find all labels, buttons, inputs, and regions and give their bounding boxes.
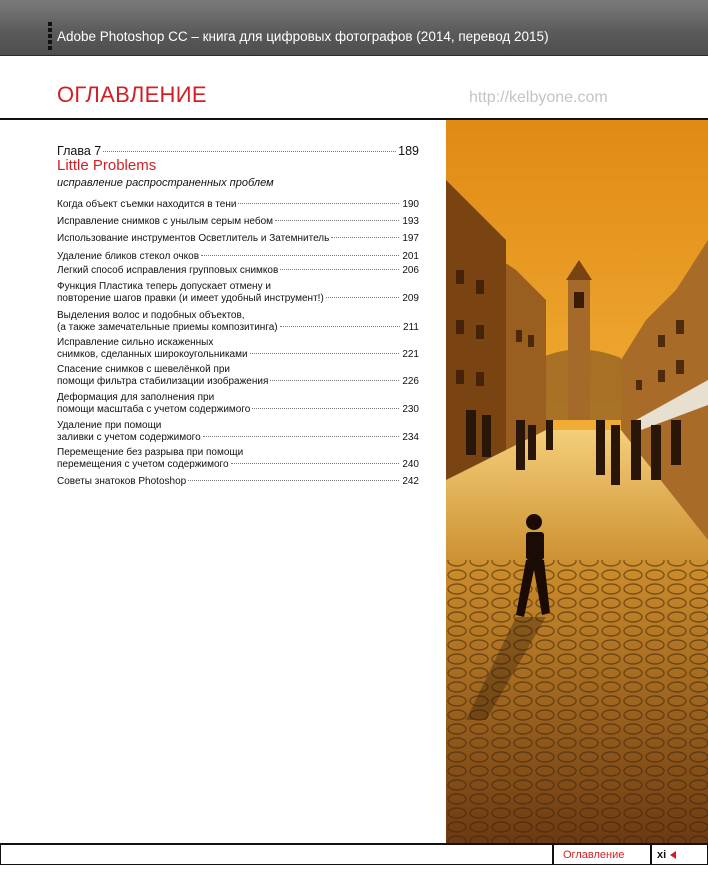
toc-entry[interactable] bbox=[57, 392, 419, 416]
toc-entry[interactable] bbox=[57, 420, 419, 444]
toc-entry-text: заливки с учетом содержимого bbox=[57, 432, 201, 443]
toc-entry-text: Советы знатоков Photoshop bbox=[57, 476, 187, 487]
toc-entry[interactable] bbox=[57, 310, 419, 334]
toc-entry-page: 201 bbox=[402, 251, 419, 262]
toc-entry-page: 211 bbox=[403, 322, 419, 333]
dot-leader bbox=[331, 237, 399, 238]
toc-entry[interactable] bbox=[57, 265, 419, 277]
footer-left-box bbox=[0, 845, 553, 865]
toc-entry-page: 193 bbox=[402, 216, 419, 227]
toc-entry-text: Функция Пластика теперь допускает отмену и bbox=[57, 281, 271, 292]
dot-leader bbox=[201, 255, 399, 256]
toc-entry[interactable] bbox=[57, 281, 419, 305]
dot-leader bbox=[231, 463, 400, 464]
toc-entry-page: 209 bbox=[402, 293, 419, 304]
footer-page-number: xi bbox=[657, 849, 667, 861]
toc-entry-text: Исправление снимков с унылым серым небом bbox=[57, 216, 274, 227]
toc-entry[interactable] bbox=[57, 447, 419, 471]
toc-entry-text: помощи фильтра стабилизации изображения bbox=[57, 376, 269, 387]
toc-entry[interactable] bbox=[57, 251, 419, 263]
dot-leader bbox=[238, 203, 399, 204]
toc-entry[interactable] bbox=[57, 476, 419, 488]
dot-leader bbox=[275, 220, 399, 221]
toc-entry-text: Деформация для заполнения при bbox=[57, 392, 215, 403]
toc-entry-text: помощи масштаба с учетом содержимого bbox=[57, 404, 251, 415]
dot-leader bbox=[326, 297, 400, 298]
toc-entry-page: 197 bbox=[402, 233, 419, 244]
toc-entry-page: 234 bbox=[402, 432, 419, 443]
toc-entry-page: 190 bbox=[402, 199, 419, 210]
dot-leader bbox=[103, 151, 396, 152]
toc-entry[interactable] bbox=[57, 364, 419, 388]
chapter-label: Глава 7 bbox=[57, 144, 102, 158]
dot-leader bbox=[250, 353, 400, 354]
toc-entry-page: 221 bbox=[402, 349, 419, 360]
prev-page-arrow-icon[interactable] bbox=[670, 851, 676, 859]
chapter-subtitle: исправление распространенных проблем bbox=[57, 177, 274, 189]
toc-entry-text: Спасение снимков с шевелёнкой при bbox=[57, 364, 231, 375]
toc-entry-text: Выделения волос и подобных объектов, bbox=[57, 310, 245, 321]
page-title: ОГЛАВЛЕНИЕ bbox=[57, 82, 207, 107]
book-title: Adobe Photoshop CC – книга для цифровых фотографов (2014, перевод 2015) bbox=[57, 29, 549, 44]
toc-entry-page: 226 bbox=[402, 376, 419, 387]
toc-entry-text: Легкий способ исправления групповых снимков bbox=[57, 265, 279, 276]
toc-entry-text: Перемещение без разрыва при помощи bbox=[57, 447, 244, 458]
dot-leader bbox=[203, 436, 400, 437]
dot-leader bbox=[188, 480, 399, 481]
dotted-marker-icon bbox=[48, 22, 52, 50]
chapter-title: Little Problems bbox=[57, 157, 157, 174]
dot-leader bbox=[280, 326, 400, 327]
toc-entry[interactable] bbox=[57, 337, 419, 361]
toc-entry[interactable] bbox=[57, 233, 419, 245]
toc-entry-text: (а также замечательные приемы композитинга) bbox=[57, 322, 278, 333]
toc-entry-text: Удаление при помощи bbox=[57, 420, 162, 431]
toc-entry-page: 206 bbox=[402, 265, 419, 276]
chapter-line bbox=[57, 144, 419, 158]
chapter-page: 189 bbox=[398, 144, 419, 158]
toc-entry-page: 242 bbox=[402, 476, 419, 487]
toc-entry-text: перемещения с учетом содержимого bbox=[57, 459, 229, 470]
toc-entry[interactable] bbox=[57, 199, 419, 211]
toc-entry-text: повторение шагов правки (и имеет удобный инструмент!) bbox=[57, 293, 324, 304]
dot-leader bbox=[252, 408, 399, 409]
toc-entry-text: Использование инструментов Осветлитель и Затемнитель bbox=[57, 233, 330, 244]
toc-entry[interactable] bbox=[57, 216, 419, 228]
toc-entry-text: Исправление сильно искаженных bbox=[57, 337, 214, 348]
dot-leader bbox=[270, 380, 399, 381]
toc-entry-text: Когда объект съемки находится в тени bbox=[57, 199, 237, 210]
toc-entry-page: 230 bbox=[402, 404, 419, 415]
toc-entry-text: Удаление бликов стекол очков bbox=[57, 251, 200, 262]
toc-entry-page: 240 bbox=[402, 459, 419, 470]
street-photo bbox=[446, 120, 708, 844]
header-bar bbox=[0, 0, 708, 56]
site-url: http://kelbyone.com bbox=[469, 89, 608, 106]
toc-entry-text: снимков, сделанных широкоугольниками bbox=[57, 349, 248, 360]
footer-section-link[interactable]: Оглавление bbox=[563, 849, 625, 861]
dot-leader bbox=[280, 269, 399, 270]
